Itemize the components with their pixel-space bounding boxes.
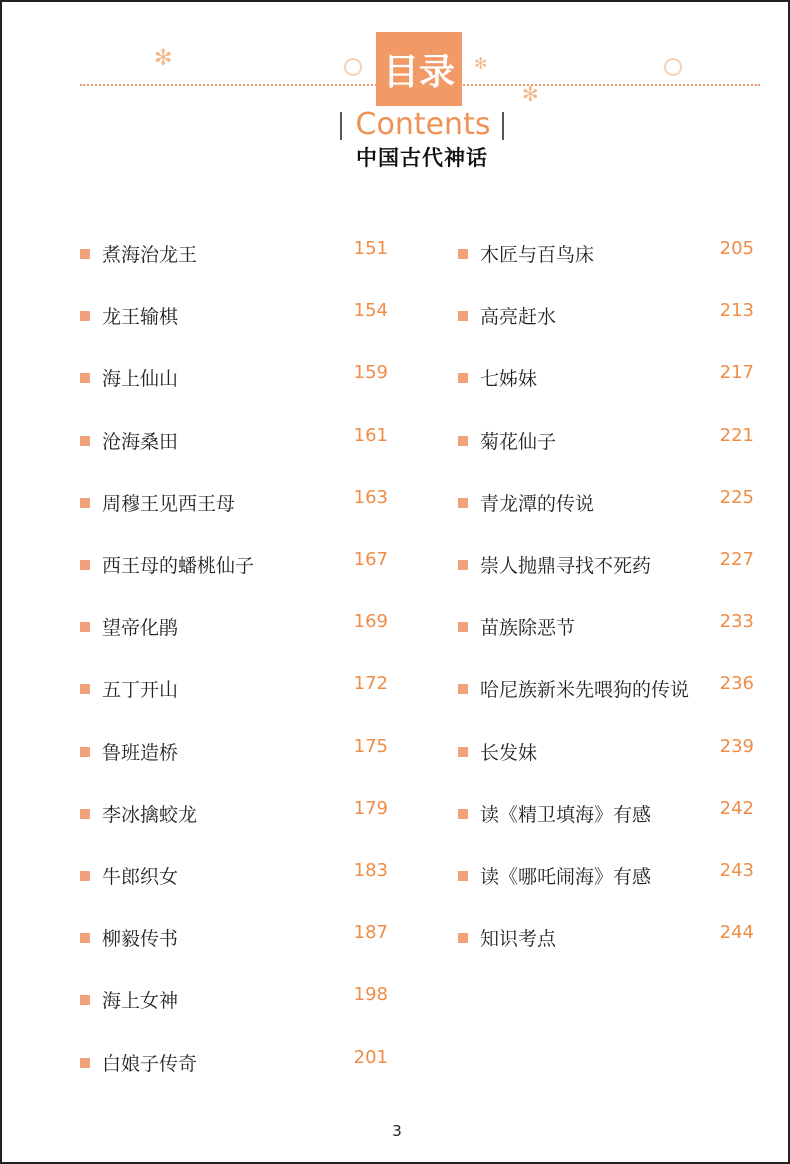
toc-entry-page: 179: [353, 797, 388, 819]
toc-entry-title: 沧海桑田: [102, 430, 179, 453]
bullet-square-icon: [80, 809, 90, 819]
bullet-square-icon: [80, 311, 90, 321]
toc-entry[interactable]: [80, 611, 388, 641]
toc-entry[interactable]: [458, 922, 754, 952]
bullet-square-icon: [458, 436, 468, 446]
toc-entry-page: 159: [353, 362, 388, 384]
toc-entry-page: 242: [719, 797, 754, 819]
bullet-square-icon: [80, 373, 90, 383]
bullet-square-icon: [80, 560, 90, 570]
toc-entry-title: 读《哪吒闹海》有感: [480, 866, 652, 888]
toc-entry[interactable]: [80, 798, 388, 828]
toc-entry-title: 周穆王见西王母: [102, 492, 236, 515]
toc-entry[interactable]: [458, 860, 754, 890]
toc-entry[interactable]: [80, 984, 388, 1014]
toc-entry-title: 海上仙山: [102, 368, 179, 391]
toc-entry-title: 七姊妹: [480, 368, 538, 391]
toc-entry[interactable]: [80, 673, 388, 703]
bullet-square-icon: [458, 249, 468, 259]
toc-entry[interactable]: [80, 549, 388, 579]
contents-heading: [332, 106, 512, 144]
toc-entry-title: 白娘子传奇: [102, 1052, 198, 1075]
bullet-square-icon: [458, 311, 468, 321]
toc-entry[interactable]: [80, 1047, 388, 1077]
toc-entry-page: 239: [719, 735, 754, 757]
bullet-square-icon: [80, 871, 90, 881]
bullet-square-icon: [80, 498, 90, 508]
toc-entry-page: 175: [353, 735, 388, 757]
toc-entry[interactable]: [458, 487, 754, 517]
toc-entry[interactable]: [458, 425, 754, 455]
toc-entry-page: 213: [719, 300, 754, 322]
toc-title: 目录: [382, 51, 455, 93]
bullet-square-icon: [80, 747, 90, 757]
bullet-square-icon: [80, 995, 90, 1005]
toc-entry[interactable]: [458, 549, 754, 579]
snowflake-icon: ✻: [522, 82, 539, 106]
toc-entry-title: 青龙潭的传说: [480, 492, 595, 515]
bullet-square-icon: [458, 684, 468, 694]
contents-label: Contents: [355, 107, 491, 142]
toc-entry-title: 鲁班造桥: [102, 741, 179, 764]
toc-entry[interactable]: [458, 238, 754, 268]
toc-entry-title: 望帝化鹃: [102, 617, 179, 640]
toc-entry[interactable]: [458, 673, 754, 703]
toc-entry[interactable]: [80, 238, 388, 268]
toc-entry-title: 木匠与百鸟床: [480, 244, 595, 266]
toc-entry-page: 227: [719, 549, 754, 570]
toc-entry-page: 183: [353, 860, 388, 881]
toc-entry-title: 崇人抛鼎寻找不死药: [480, 555, 652, 577]
toc-entry-title: 菊花仙子: [480, 430, 557, 453]
circle-ornament: [344, 58, 362, 76]
toc-entry[interactable]: [458, 362, 754, 392]
toc-entry-page: 163: [353, 486, 388, 508]
circle-ornament: [664, 58, 682, 76]
bullet-square-icon: [80, 249, 90, 259]
toc-entry-title: 柳毅传书: [102, 928, 179, 951]
page-subtitle: 中国古代神话: [356, 146, 488, 170]
toc-entry[interactable]: [458, 798, 754, 828]
toc-entry[interactable]: [80, 487, 388, 517]
toc-entry[interactable]: [80, 425, 388, 455]
toc-entry-title: 长发妹: [480, 741, 538, 764]
bullet-square-icon: [458, 747, 468, 757]
toc-entry-title: 海上女神: [102, 990, 179, 1013]
bullet-square-icon: [80, 933, 90, 943]
bullet-square-icon: [80, 1058, 90, 1068]
toc-entry-page: 187: [353, 922, 388, 944]
toc-entry-page: 244: [719, 922, 754, 944]
toc-entry-title: 高亮赶水: [480, 306, 557, 329]
bullet-square-icon: [458, 871, 468, 881]
toc-entry-title: 牛郎织女: [102, 866, 179, 888]
toc-entry-title: 苗族除恶节: [480, 617, 576, 640]
bullet-square-icon: [80, 436, 90, 446]
toc-entry[interactable]: [80, 922, 388, 952]
toc-entry-page: 161: [353, 424, 388, 446]
toc-entry-page: 243: [719, 860, 754, 881]
bullet-square-icon: [458, 498, 468, 508]
bullet-square-icon: [458, 809, 468, 819]
toc-entry-title: 五丁开山: [102, 679, 179, 702]
toc-entry-page: 225: [719, 486, 754, 508]
toc-entry-page: 198: [353, 984, 388, 1006]
toc-entry-page: 154: [353, 300, 388, 322]
toc-entry-page: 169: [353, 611, 388, 633]
toc-entry[interactable]: [80, 300, 388, 330]
toc-entry-title: 龙王输棋: [102, 306, 179, 329]
snowflake-icon: ✻: [474, 54, 488, 73]
toc-entry-page: 236: [719, 673, 754, 695]
toc-entry-page: 233: [719, 611, 754, 633]
toc-entry[interactable]: [80, 860, 388, 890]
bullet-square-icon: [458, 373, 468, 383]
toc-title-box: [376, 32, 462, 106]
toc-entry-page: 167: [353, 549, 388, 570]
toc-entry-page: 221: [719, 424, 754, 446]
divider-bar: [340, 112, 342, 140]
toc-entry-title: 西王母的蟠桃仙子: [102, 555, 255, 577]
toc-entry-title: 读《精卫填海》有感: [480, 803, 652, 826]
toc-entry[interactable]: [80, 362, 388, 392]
toc-entry-page: 172: [353, 673, 388, 695]
bullet-square-icon: [458, 622, 468, 632]
bullet-square-icon: [458, 560, 468, 570]
toc-entry-page: 201: [353, 1046, 388, 1068]
bullet-square-icon: [458, 933, 468, 943]
toc-entry-title: 哈尼族新米先喂狗的传说: [480, 679, 690, 702]
toc-entry-page: 205: [719, 238, 754, 259]
toc-entry-page: 217: [719, 362, 754, 384]
toc-entry[interactable]: [458, 300, 754, 330]
toc-entry-title: 煮海治龙王: [102, 244, 198, 266]
toc-entry-title: 知识考点: [480, 928, 557, 951]
snowflake-icon: ✻: [154, 46, 173, 71]
bullet-square-icon: [80, 622, 90, 632]
page-number: 3: [392, 1122, 402, 1140]
bullet-square-icon: [80, 684, 90, 694]
toc-entry-page: 151: [353, 238, 388, 259]
toc-entry[interactable]: [80, 736, 388, 766]
toc-entry[interactable]: [458, 611, 754, 641]
toc-entry[interactable]: [458, 736, 754, 766]
divider-bar: [502, 112, 504, 140]
toc-entry-title: 李冰擒蛟龙: [102, 803, 198, 826]
